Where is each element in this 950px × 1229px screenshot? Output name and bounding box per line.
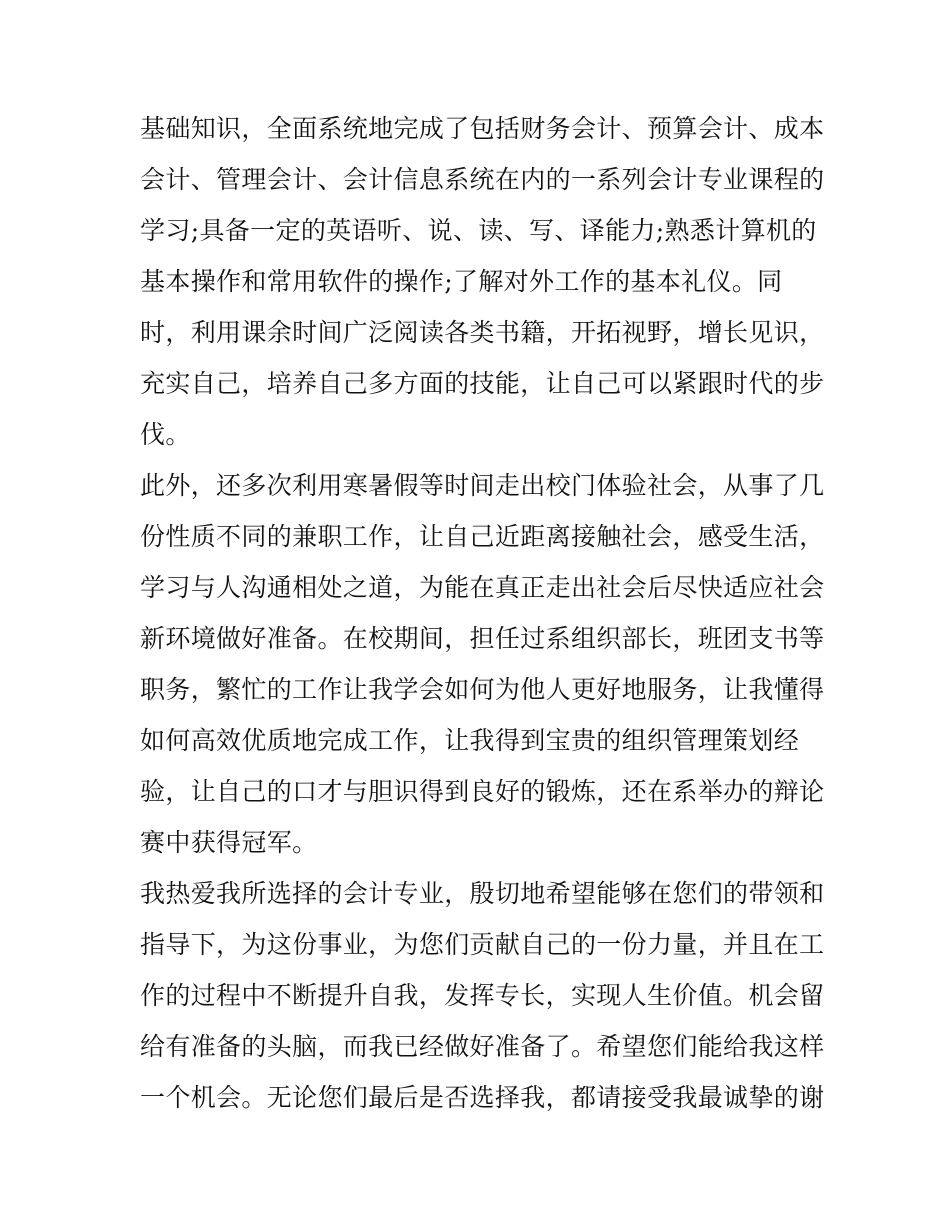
text-line: 新环境做好准备。在校期间，担任过系组织部长，班团支书等 [140, 624, 825, 653]
text-line: 时，利用课余时间广泛阅读各类书籍，开拓视野，增长见识， [140, 318, 825, 347]
text-line: 份性质不同的兼职工作，让自己近距离接触社会，感受生活， [140, 522, 825, 551]
text-line: 基本操作和常用软件的操作;了解对外工作的基本礼仪。同 [140, 267, 783, 296]
text-line: 基础知识，全面系统地完成了包括财务会计、预算会计、成本 [140, 114, 825, 143]
text-line: 一个机会。无论您们最后是否选择我，都请接受我最诚挚的谢 [140, 1083, 825, 1112]
text-line: 如何高效优质地完成工作，让我得到宝贵的组织管理策划经 [140, 726, 800, 755]
text-line: 会计、管理会计、会计信息系统在内的一系列会计专业课程的 [140, 165, 825, 194]
text-line: 职务，繁忙的工作让我学会如何为他人更好地服务，让我懂得 [140, 675, 825, 704]
text-line: 充实自己，培养自己多方面的技能，让自己可以紧跟时代的步 [140, 369, 825, 398]
text-line: 作的过程中不断提升自我，发挥专长，实现人生价值。机会留 [140, 981, 825, 1010]
text-line: 指导下，为这份事业，为您们贡献自己的一份力量，并且在工 [140, 930, 825, 959]
text-line: 给有准备的头脑，而我已经做好准备了。希望您们能给我这样 [140, 1032, 825, 1061]
text-line: 伐。 [140, 420, 191, 449]
text-line: 赛中获得冠军。 [140, 828, 318, 857]
text-line: 我热爱我所选择的会计专业，殷切地希望能够在您们的带领和 [140, 879, 825, 908]
text-line: 学习与人沟通相处之道，为能在真正走出社会后尽快适应社会 [140, 573, 825, 602]
text-line: 学习;具备一定的英语听、说、读、写、译能力;熟悉计算机的 [140, 216, 817, 245]
text-line: 此外，还多次利用寒暑假等时间走出校门体验社会，从事了几 [140, 471, 825, 500]
text-line: 验，让自己的口才与胆识得到良好的锻炼，还在系举办的辩论 [140, 777, 825, 806]
